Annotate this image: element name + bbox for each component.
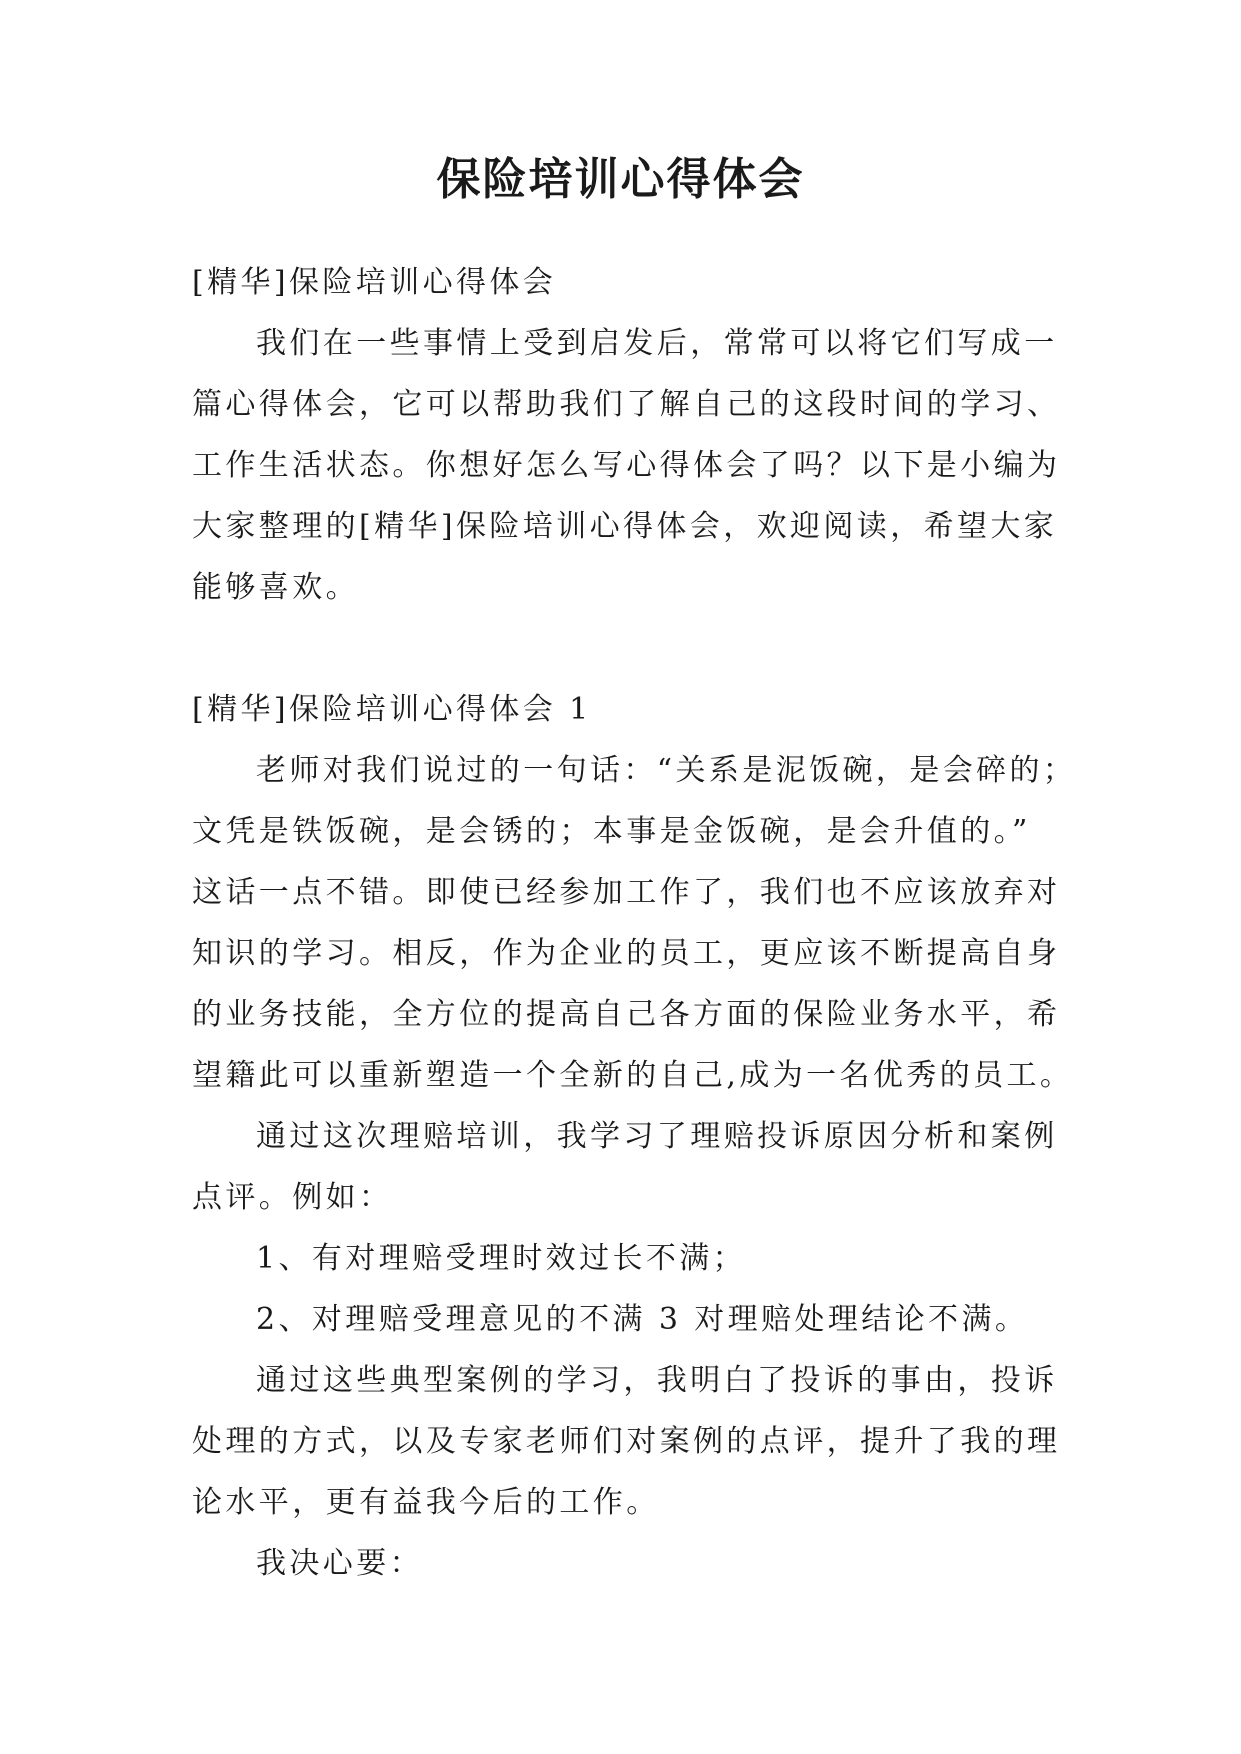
intro-paragraph [192, 313, 1072, 618]
paragraph-line: 大家整理的[精华]保险培训心得体会，欢迎阅读，希望大家 [192, 509, 1058, 544]
paragraph-line: 这话一点不错。即使已经参加工作了，我们也不应该放弃对 [192, 875, 1061, 910]
subtitle-main: [精华]保险培训心得体会 [192, 265, 557, 300]
document-title: 保险培训心得体会 [436, 154, 805, 205]
paragraph-line: 知识的学习。相反，作为企业的员工，更应该不断提高自身 [192, 936, 1061, 971]
paragraph-line: 能够喜欢。 [192, 570, 359, 605]
subtitle-section-1: [精华]保险培训心得体会 1 [192, 692, 592, 727]
paragraph-line: 的业务技能，全方位的提高自己各方面的保险业务水平，希 [192, 997, 1061, 1032]
paragraph-line: 论水平，更有益我今后的工作。 [192, 1485, 660, 1520]
paragraph-line: 处理的方式，以及专家老师们对案例的点评，提升了我的理 [192, 1424, 1061, 1459]
section-spacer [192, 618, 1072, 679]
paragraph-line: 文凭是铁饭碗，是会锈的；本事是金饭碗，是会升值的。” [192, 814, 1031, 849]
paragraph-1 [192, 740, 1077, 1106]
paragraph-line: 点评。例如： [192, 1180, 393, 1215]
paragraph-line: 篇心得体会，它可以帮助我们了解自己的这段时间的学习、 [192, 387, 1061, 422]
paragraph-3 [192, 1350, 1072, 1533]
list-item-2: 2、对理赔受理意见的不满 3 对理赔处理结论不满。 [256, 1302, 1029, 1337]
paragraph-line: 工作生活状态。你想好怎么写心得体会了吗？以下是小编为 [192, 448, 1061, 483]
paragraph-2 [192, 1106, 1072, 1228]
list-item-1: 1、有对理赔受理时效过长不满； [256, 1241, 747, 1276]
document-body [192, 252, 1077, 1594]
paragraph-line: 我们在一些事情上受到启发后，常常可以将它们写成一 [256, 326, 1058, 361]
paragraph-line: 老师对我们说过的一句话：“关系是泥饭碗，是会碎的； [256, 753, 1077, 788]
paragraph-line: 通过这次理赔培训，我学习了理赔投诉原因分析和案例 [256, 1119, 1058, 1154]
paragraph-line: 通过这些典型案例的学习，我明白了投诉的事由，投诉 [256, 1363, 1058, 1398]
paragraph-4: 我决心要： [256, 1546, 423, 1581]
paragraph-line: 望籍此可以重新塑造一个全新的自己,成为一名优秀的员工。 [192, 1058, 1074, 1093]
